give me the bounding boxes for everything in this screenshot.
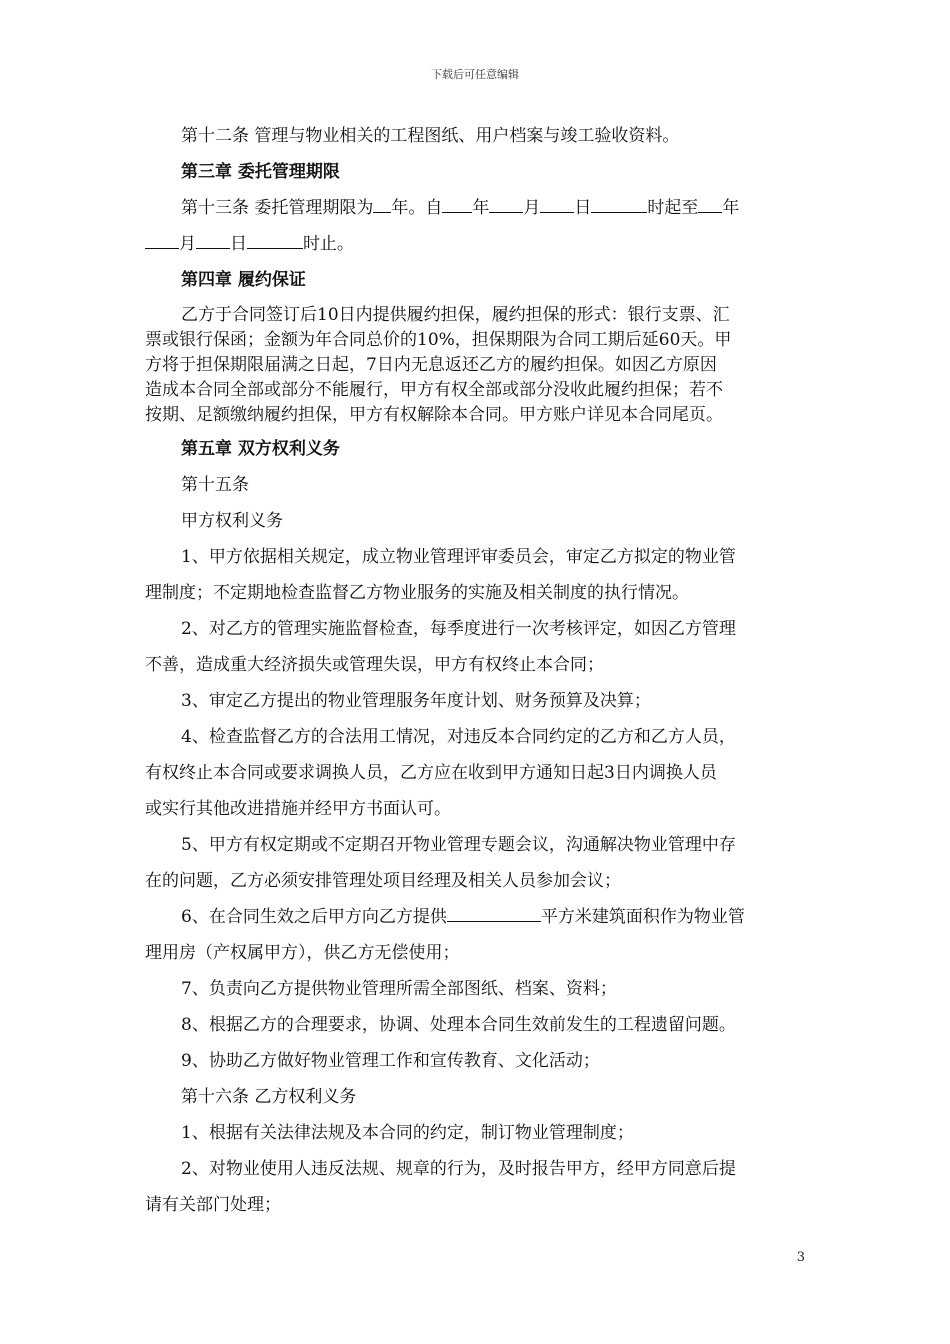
party-b-item-2: 2、对物业使用人违反法规、规章的行为，及时报告甲方，经甲方同意后提 <box>181 1159 736 1179</box>
blank-start-day[interactable] <box>540 194 574 213</box>
a6-text-1: 6、在合同生效之后甲方向乙方提供 <box>181 907 447 927</box>
party-a-item-1: 1、甲方依据相关规定，成立物业管理评审委员会，审定乙方拟定的物业管 <box>181 547 736 567</box>
party-a-item-4-cont: 或实行其他改进措施并经甲方书面认可。 <box>145 799 451 819</box>
guarantee-line: 乙方于合同签订后10日内提供履约担保，履约担保的形式：银行支票、汇 <box>181 305 730 325</box>
article-13-line-2 <box>145 226 807 262</box>
chapter-3-heading: 第三章 委托管理期限 <box>181 162 340 182</box>
party-a-item-9: 9、协助乙方做好物业管理工作和宣传教育、文化活动； <box>181 1051 600 1071</box>
art13-text-2: 年。自 <box>391 198 443 218</box>
party-a-item-4: 4、检查监督乙方的合法用工情况，对违反本合同约定的乙方和乙方人员， <box>181 727 736 747</box>
blank-years[interactable] <box>373 194 391 213</box>
party-b-item-2-cont: 请有关部门处理； <box>145 1195 281 1215</box>
document-body <box>145 118 807 1223</box>
art13-text-3: 年 <box>472 198 490 218</box>
guarantee-paragraph <box>145 303 807 428</box>
art13-text-8: 月 <box>179 234 196 254</box>
chapter-5-heading: 第五章 双方权利义务 <box>181 439 340 459</box>
party-a-item-3: 3、审定乙方提出的物业管理服务年度计划、财务预算及决算； <box>181 691 651 711</box>
article-12: 第十二条 管理与物业相关的工程图纸、用户档案与竣工验收资料。 <box>181 126 680 146</box>
a6-text-2: 平方米建筑面积作为物业管 <box>540 907 745 927</box>
blank-end-hour[interactable] <box>247 230 303 249</box>
guarantee-line: 按期、足额缴纳履约担保，甲方有权解除本合同。甲方账户详见本合同尾页。 <box>145 405 723 425</box>
page-header: 下载后可任意编辑 <box>431 68 519 81</box>
art13-text-6: 时起至 <box>647 198 699 218</box>
article-16: 第十六条 乙方权利义务 <box>181 1087 357 1107</box>
art13-text-1: 第十三条 委托管理期限为 <box>181 198 374 218</box>
party-a-item-4-cont: 有权终止本合同或要求调换人员，乙方应在收到甲方通知日起3日内调换人员 <box>145 763 717 783</box>
chapter-4-heading: 第四章 履约保证 <box>181 270 306 290</box>
party-a-item-1-cont: 理制度；不定期地检查监督乙方物业服务的实施及相关制度的执行情况。 <box>145 583 689 603</box>
blank-end-month[interactable] <box>145 230 179 249</box>
article-13-line-1 <box>145 190 807 226</box>
party-a-item-7: 7、负责向乙方提供物业管理所需全部图纸、档案、资料； <box>181 979 617 999</box>
blank-end-day[interactable] <box>196 230 230 249</box>
art13-text-10: 时止。 <box>303 234 354 254</box>
guarantee-line: 票或银行保函；金额为年合同总价的10%，担保期限为合同工期后延60天。甲 <box>145 330 732 350</box>
page-number: 3 <box>796 1250 805 1265</box>
party-a-item-6 <box>145 899 807 935</box>
party-b-item-1: 1、根据有关法律法规及本合同的约定，制订物业管理制度； <box>181 1123 634 1143</box>
party-a-item-5: 5、甲方有权定期或不定期召开物业管理专题会议，沟通解决物业管理中存 <box>181 835 736 855</box>
party-a-item-2: 2、对乙方的管理实施监督检查，每季度进行一次考核评定，如因乙方管理 <box>181 619 736 639</box>
blank-start-hour[interactable] <box>591 194 647 213</box>
blank-end-year[interactable] <box>698 194 722 213</box>
party-a-item-5-cont: 在的问题，乙方必须安排管理处项目经理及相关人员参加会议； <box>145 871 621 891</box>
art13-text-7: 年 <box>722 198 740 218</box>
blank-start-month[interactable] <box>489 194 523 213</box>
guarantee-line: 造成本合同全部或部分不能履行，甲方有权全部或部分没收此履约担保；若不 <box>145 380 723 400</box>
art13-text-9: 日 <box>230 234 247 254</box>
blank-start-year[interactable] <box>442 194 472 213</box>
article-15: 第十五条 <box>181 475 249 495</box>
guarantee-line: 方将于担保期限届满之日起，7日内无息返还乙方的履约担保。如因乙方原因 <box>145 355 717 375</box>
blank-area[interactable] <box>447 903 541 922</box>
art13-text-5: 日 <box>574 198 592 218</box>
party-a-item-8: 8、根据乙方的合理要求，协调、处理本合同生效前发生的工程遗留问题。 <box>181 1015 736 1035</box>
party-a-item-2-cont: 不善，造成重大经济损失或管理失误，甲方有权终止本合同； <box>145 655 604 675</box>
party-a-rights-title: 甲方权利义务 <box>181 511 283 531</box>
party-a-item-6-cont: 理用房（产权属甲方），供乙方无偿使用； <box>145 943 460 963</box>
art13-text-4: 月 <box>523 198 541 218</box>
